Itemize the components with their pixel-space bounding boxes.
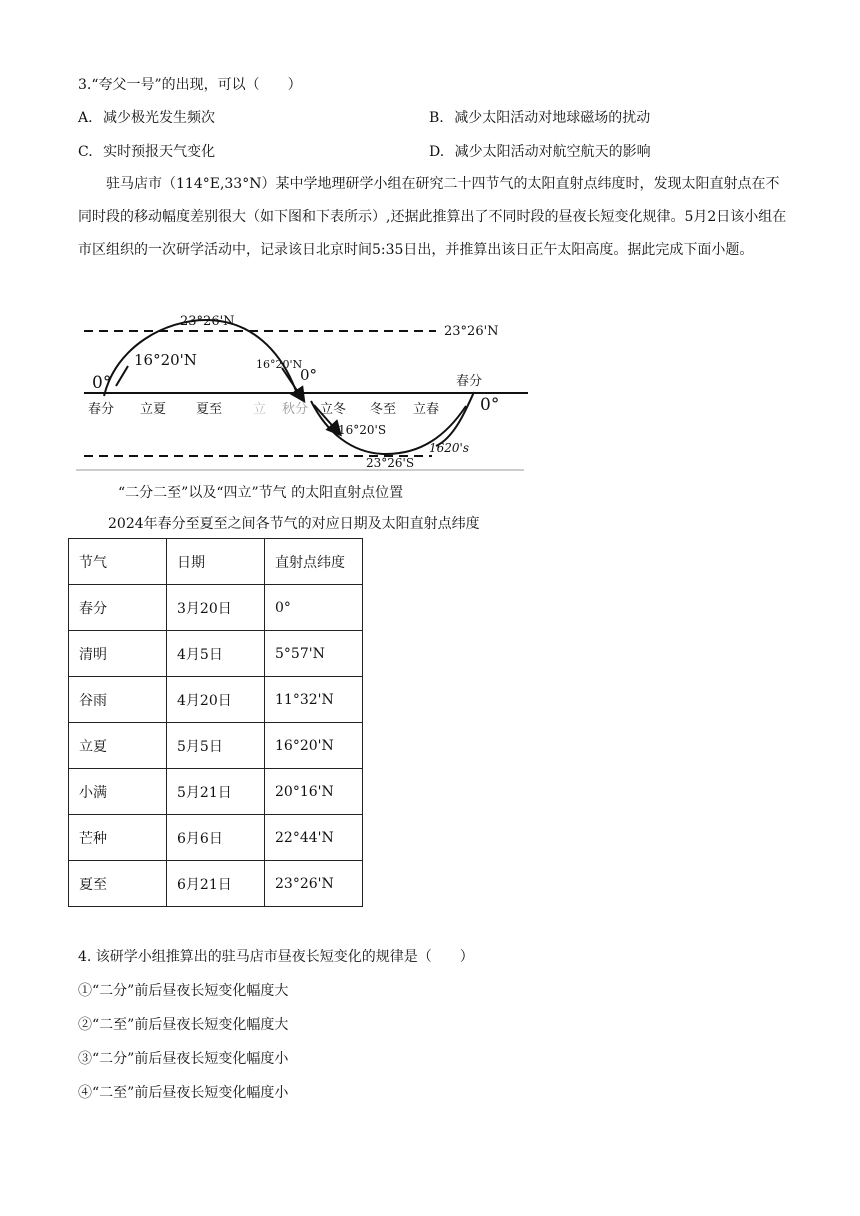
label-16n-left: 16°20'N [134,351,197,369]
table-row [69,677,363,723]
option-b-label: B. [429,110,444,126]
statement-2: ②“二至”前后昼夜长短变化幅度大 [78,1017,289,1033]
cell-date: 4月5日 [167,631,265,677]
question-3-stem: 3.“夸父一号”的出现，可以（ ） [78,77,302,93]
axis-term-lixia: 立夏 [140,402,167,417]
axis-term-chunfen: 春分 [88,402,115,417]
question-4-stem: 4. 该研学小组推算出的驻马店市昼夜长短变化的规律是（ ） [78,949,474,965]
cell-latitude: 20°16'N [265,769,363,815]
table-header-row [69,539,363,585]
cell-latitude: 22°44'N [265,815,363,861]
table-row [69,723,363,769]
cell-date: 5月5日 [167,723,265,769]
label-23s: 23°26'S [366,456,415,470]
cell-term: 夏至 [69,861,167,907]
cell-term: 芒种 [69,815,167,861]
header-date: 日期 [167,539,265,585]
cell-latitude: 11°32'N [265,677,363,723]
label-23n-right: 23°26'N [444,324,499,339]
solar-terms-table [68,538,363,907]
option-b-text: 减少太阳活动对地球磁场的扰动 [454,110,651,126]
label-23n-arc: 23°26'N [180,314,235,329]
option-c-label: C. [78,144,93,160]
cell-date: 6月21日 [167,861,265,907]
cell-date: 4月20日 [167,677,265,723]
label-16s: 16°20'S [338,423,387,437]
table-row [69,631,363,677]
cell-term: 立夏 [69,723,167,769]
cell-term: 谷雨 [69,677,167,723]
arc-arrow-left [116,366,128,386]
table-caption: 2024年春分至夏至之间各节气的对应日期及太阳直射点纬度 [108,516,480,532]
option-d-label: D. [429,144,445,160]
statement-1: ①“二分”前后昼夜长短变化幅度大 [78,983,289,999]
option-a [78,107,215,127]
axis-term-lidong: 立冬 [320,402,347,417]
passage-text: 驻马店市（114°E,33°N）某中学地理研学小组在研究二十四节气的太阳直射点纬度时，发现太阳直射点在不同时段的移动幅度差别很大（如下图和下表所示）,还据此推算出了不同时段的昼夜长短变化规律。5月2日该小组在市区组织的一次研学活动中，记录该日北京时间5:35日出，并推算出该日正午太阳高度。据此完成下面小题。 [78,176,787,258]
header-latitude: 直射点纬度 [265,539,363,585]
cell-date: 6月6日 [167,815,265,861]
table-row [69,769,363,815]
option-c [78,141,215,161]
cell-latitude: 16°20'N [265,723,363,769]
cell-latitude: 23°26'N [265,861,363,907]
label-0-left: 0° [92,373,112,393]
cell-latitude: 5°57'N [265,631,363,677]
cell-latitude: 0° [265,585,363,631]
axis-term-xiazhi: 夏至 [196,402,223,417]
label-0-mid: 0° [300,366,318,384]
header-term: 节气 [69,539,167,585]
label-16s-right: 1620's [429,441,469,455]
label-0-right: 0° [480,395,500,415]
table-row [69,861,363,907]
option-a-label: A. [78,110,93,126]
label-16n-right: 16°20'N [256,358,303,371]
axis-term-qiufen: 秋分 [282,402,309,417]
option-d-text: 减少太阳活动对航空航天的影响 [454,144,651,160]
cell-term: 清明 [69,631,167,677]
cell-date: 5月21日 [167,769,265,815]
sun-direct-point-diagram [76,306,528,472]
option-a-text: 减少极光发生频次 [103,110,216,126]
axis-term-dongzhi: 冬至 [370,402,397,417]
statement-4: ④“二至”前后昼夜长短变化幅度小 [78,1085,289,1101]
table-row [69,585,363,631]
axis-term-lichun: 立春 [413,402,440,417]
cell-term: 小满 [69,769,167,815]
option-b [429,107,650,127]
cell-term: 春分 [69,585,167,631]
figure-caption: “二分二至”以及“四立”节气 的太阳直射点位置 [118,485,404,501]
label-spring-right: 春分 [456,374,483,389]
table-row [69,815,363,861]
axis-term-liqiu-faded: 立 [253,402,267,417]
statement-3: ③“二分”前后昼夜长短变化幅度小 [78,1051,289,1067]
cell-date: 3月20日 [167,585,265,631]
option-d [429,141,651,161]
option-c-text: 实时预报天气变化 [103,144,216,160]
